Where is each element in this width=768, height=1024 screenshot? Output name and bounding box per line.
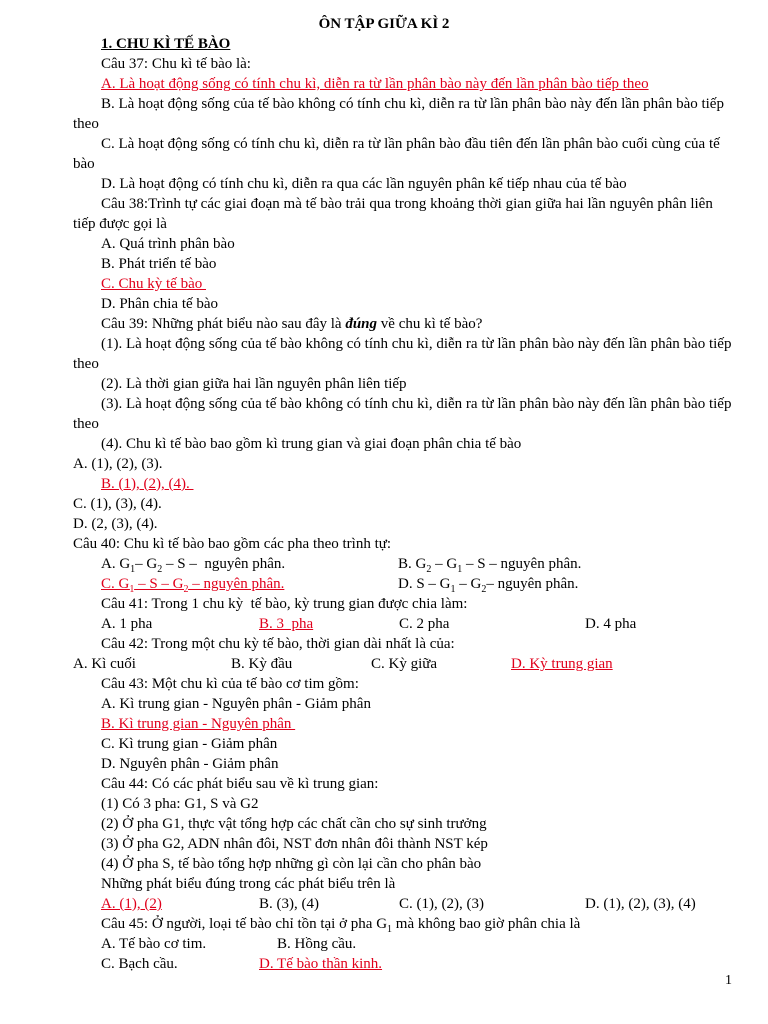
q40-options-row-2 (73, 574, 732, 594)
q42-option-a: A. Kì cuối (73, 656, 136, 672)
q37-option-a: A. Là hoạt động sống có tính chu kì, diễn ra từ lần phân bào này đến lần phân bào tiếp theo (101, 76, 649, 92)
q39-statement-2: (2). Là thời gian giữa hai lần nguyên phân liên tiếp (101, 376, 407, 392)
q39-option-b: B. (1), (2), (4). (101, 476, 194, 492)
q39-stem (73, 314, 732, 334)
subscript: 1 (129, 584, 135, 595)
subscript: 1 (450, 584, 456, 595)
text-run: – S – G (134, 576, 184, 592)
q39-stem-after: về chu kì tế bào? (377, 316, 483, 332)
q44-stem: Câu 44: Có các phát biểu sau về kì trung gian: (101, 776, 379, 792)
q43-option-a: A. Kì trung gian - Nguyên phân - Giảm phân (101, 696, 371, 712)
q40-option-c (101, 576, 285, 595)
subscript: 2 (481, 584, 487, 595)
q39-option-d: D. (2, (3), (4). (73, 516, 158, 532)
text-run: – nguyên phân. (188, 576, 285, 592)
q45-options-row-2 (73, 954, 732, 974)
q43-option-b: B. Kì trung gian - Nguyên phân (101, 716, 296, 732)
text-run: C. G (101, 576, 130, 592)
subscript: 2 (426, 564, 432, 575)
q41-option-c: C. 2 pha (399, 616, 450, 632)
q44-statement-4: (4) Ở pha S, tế bào tổng hợp những gì còn lại cần cho phân bào (101, 856, 482, 872)
q37-stem: Câu 37: Chu kì tế bào là: (101, 56, 251, 72)
section-heading: 1. CHU KÌ TẾ BÀO (101, 36, 231, 52)
q45-options-row-1 (73, 934, 732, 954)
q39-stem-emphasis: đúng (345, 316, 378, 332)
q43-option-c: C. Kì trung gian - Giảm phân (101, 736, 278, 752)
subscript: 1 (387, 924, 393, 935)
q44-statement-1: (1) Có 3 pha: G1, S và G2 (101, 796, 259, 812)
q44-options (73, 894, 732, 914)
text-run: A. G (101, 556, 131, 572)
q41-option-d: D. 4 pha (585, 616, 637, 632)
q44-option-b: B. (3), (4) (259, 896, 319, 912)
q38-option-c: C. Chu kỳ tế bào (101, 276, 206, 292)
q40-option-a (73, 554, 398, 574)
q40-options-row-1 (73, 554, 732, 574)
q37-option-c: C. Là hoạt động sống có tính chu kì, diễn ra từ lần phân bào đầu tiên đến lần phân bào cuối cùng của tế bào (73, 136, 720, 172)
q44-statement-3: (3) Ở pha G2, ADN nhân đôi, NST đơn nhân đôi thành NST kép (101, 836, 488, 852)
subscript: 2 (157, 564, 163, 575)
q41-option-a: A. 1 pha (101, 616, 153, 632)
subscript: 2 (183, 584, 189, 595)
q38-stem: Câu 38:Trình tự các giai đoạn mà tế bào trải qua trong khoảng thời gian giữa hai lần nguyên phân liên tiếp được gọi là (73, 196, 713, 232)
text-run: – S – nguyên phân. (462, 556, 582, 572)
q44-question: Những phát biểu đúng trong các phát biểu trên là (101, 876, 396, 892)
q42-option-c: C. Kỳ giữa (371, 656, 438, 672)
q41-option-b: B. 3 pha (259, 616, 314, 632)
q45-option-b: B. Hồng cầu. (277, 936, 357, 952)
q42-options (73, 654, 732, 674)
q41-options (73, 614, 732, 634)
text-run: – nguyên phân. (486, 576, 579, 592)
text-run: – G (431, 556, 458, 572)
q40-option-d (398, 574, 578, 594)
q45-option-c: C. Bạch cầu. (101, 956, 178, 972)
q42-stem: Câu 42: Trong một chu kỳ tế bào, thời gian dài nhất là của: (101, 636, 455, 652)
q39-statement-1: (1). Là hoạt động sống của tế bào không có tính chu kì, diễn ra từ lần phân bào này đến lần phân bào tiếp theo (73, 336, 732, 372)
q44-statement-2: (2) Ở pha G1, thực vật tổng hợp các chất cần cho sự sinh trưởng (101, 816, 487, 832)
q39-option-c: C. (1), (3), (4). (73, 496, 162, 512)
q38-option-b: B. Phát triển tế bào (101, 256, 217, 272)
q41-stem: Câu 41: Trong 1 chu kỳ tế bào, kỳ trung gian được chia làm: (101, 596, 468, 612)
q45-option-d: D. Tế bào thần kinh. (259, 956, 383, 972)
q37-option-d: D. Là hoạt động có tính chu kì, diễn ra qua các lần nguyên phân kế tiếp nhau của tế bào (101, 176, 627, 192)
q40-option-b (398, 554, 581, 574)
q38-option-a: A. Quá trình phân bào (101, 236, 235, 252)
text-run: – G (135, 556, 158, 572)
page-number: 1 (725, 973, 732, 988)
q43-stem: Câu 43: Một chu kì của tế bào cơ tim gồm: (101, 676, 359, 692)
q45-stem (73, 914, 732, 934)
q39-option-a: A. (1), (2), (3). (73, 456, 163, 472)
q43-option-d: D. Nguyên phân - Giảm phân (101, 756, 279, 772)
q44-option-d: D. (1), (2), (3), (4) (585, 896, 696, 912)
q39-stem-before: Câu 39: Những phát biểu nào sau đây là (101, 316, 346, 332)
q44-option-c: C. (1), (2), (3) (399, 896, 484, 912)
text-run: B. G (398, 556, 427, 572)
q38-option-d: D. Phân chia tế bào (101, 296, 219, 312)
q45-option-a: A. Tế bào cơ tim. (101, 936, 207, 952)
q42-option-b: B. Kỳ đầu (231, 656, 293, 672)
text-run: – S – nguyên phân. (162, 556, 286, 572)
q39-statement-4: (4). Chu kì tế bào bao gồm kì trung gian và giai đoạn phân chia tế bào (101, 436, 522, 452)
text-run: D. S – G (398, 576, 451, 592)
text-run: Câu 45: Ở người, loại tế bào chỉ tồn tại ở pha G (101, 916, 388, 932)
q37-option-b: B. Là hoạt động sống của tế bào không có tính chu kì, diễn ra từ lần phân bào này đến lần phân bào tiếp theo (73, 96, 724, 132)
q44-option-a: A. (1), (2) (101, 896, 162, 912)
q40-stem: Câu 40: Chu kì tế bào bao gồm các pha theo trình tự: (73, 536, 392, 552)
text-run: – G (455, 576, 482, 592)
subscript: 1 (457, 564, 463, 575)
subscript: 1 (130, 564, 136, 575)
page-title: ÔN TẬP GIỮA KÌ 2 (318, 16, 450, 32)
q39-statement-3: (3). Là hoạt động sống của tế bào không có tính chu kì, diễn ra từ lần phân bào này đến lần phân bào tiếp theo (73, 396, 732, 432)
q42-option-d: D. Kỳ trung gian (511, 656, 613, 672)
text-run: mà không bao giờ phân chia là (392, 916, 581, 932)
